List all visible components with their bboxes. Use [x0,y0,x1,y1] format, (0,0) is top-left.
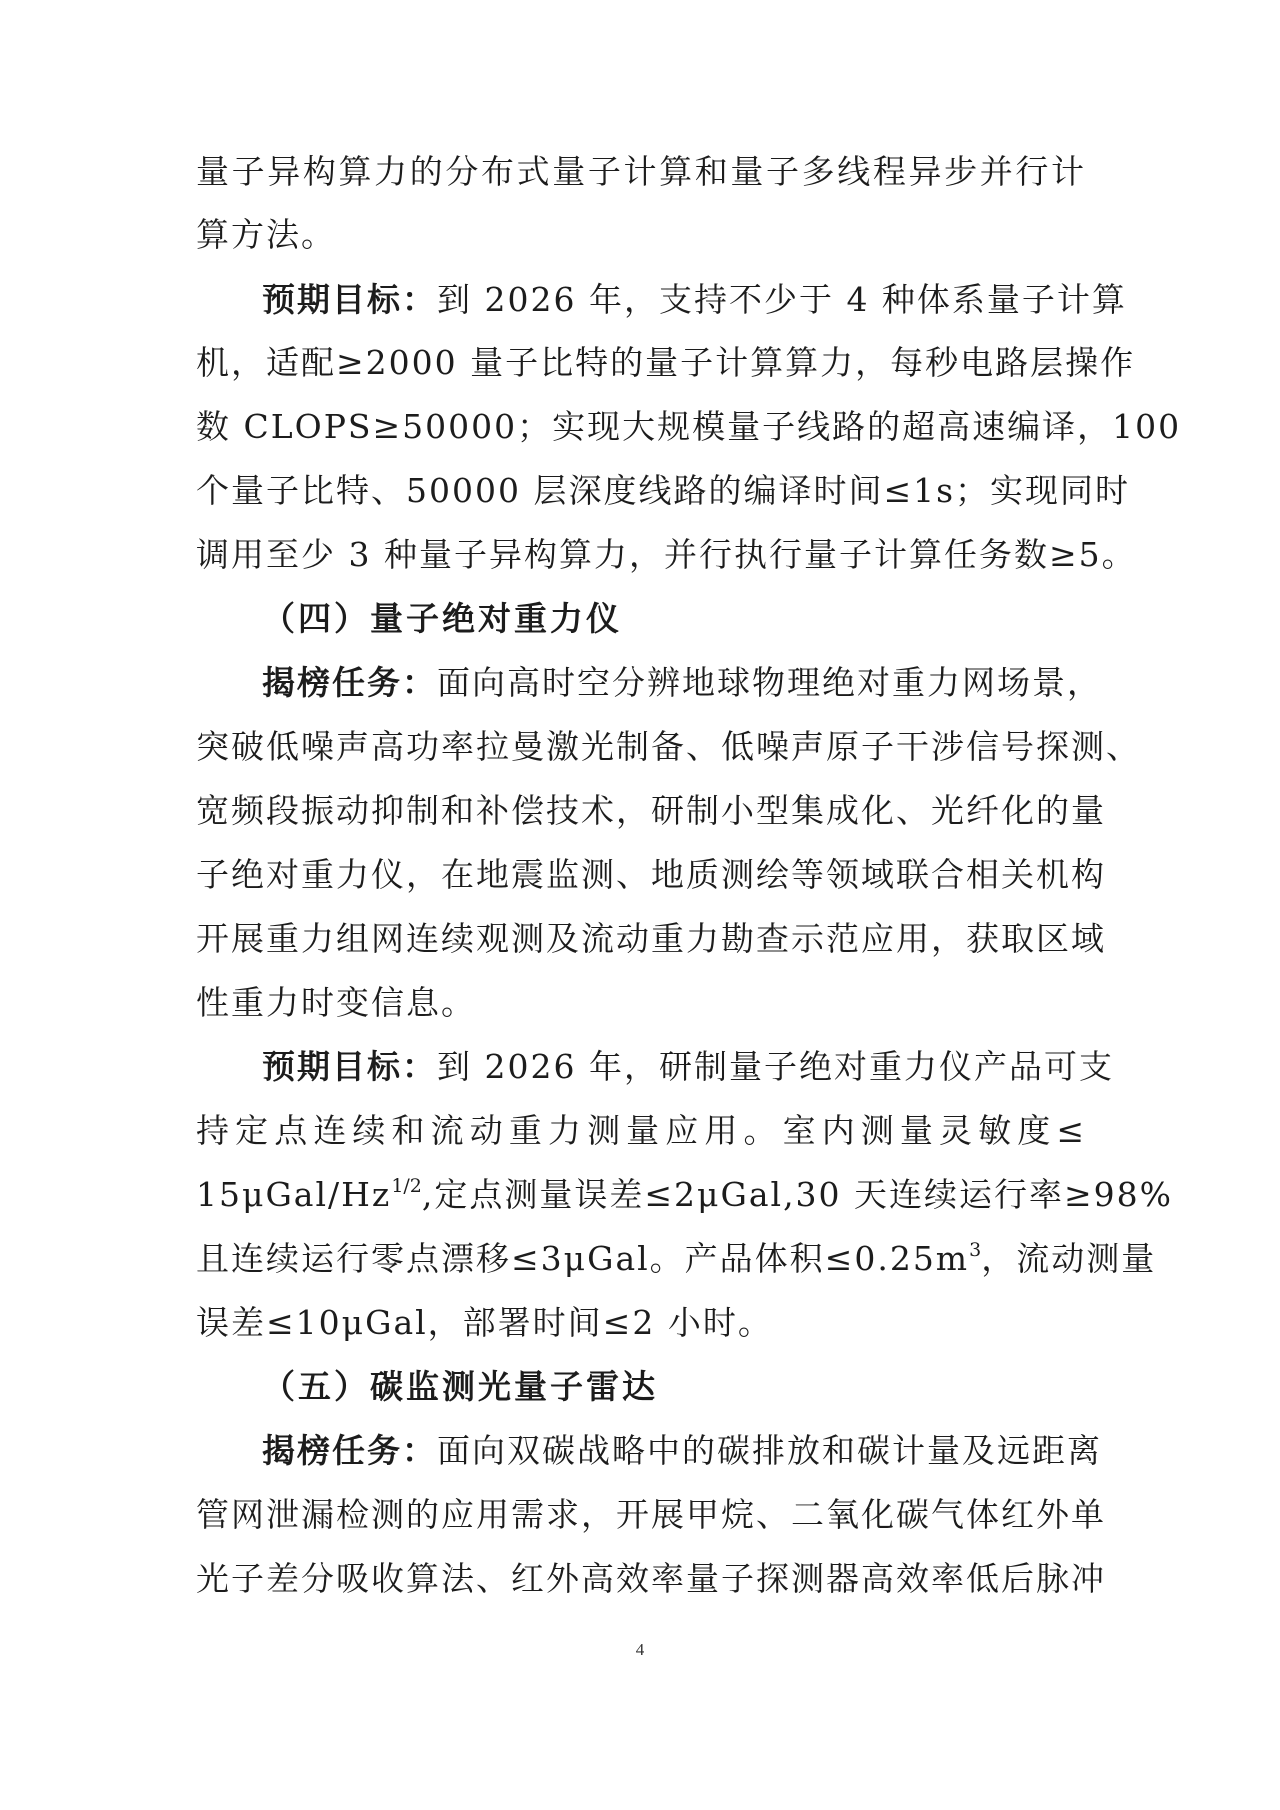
paragraph-line [262,1431,1102,1471]
paragraph-label: 揭榜任务： [262,663,437,702]
paragraph-line: 性重力时变信息。 [196,983,476,1022]
paragraph-line [262,280,1127,320]
section-heading: （五）碳监测光量子雷达 [262,1367,658,1406]
paragraph-label: 预期目标： [262,1047,437,1086]
section-heading: （四）量子绝对重力仪 [262,599,622,638]
paragraph-line: 数 CLOPS≥50000；实现大规模量子线路的超高速编译，100 [196,407,1182,446]
paragraph-text: ,定点测量误差≤2μGal,30 天连续运行率≥98% [421,1175,1174,1214]
paragraph-line: 机，适配≥2000 量子比特的量子计算算力，每秒电路层操作 [196,343,1136,382]
paragraph-line: 管网泄漏检测的应用需求，开展甲烷、二氧化碳气体红外单 [196,1495,1106,1534]
paragraph-label: 揭榜任务： [262,1431,437,1470]
paragraph-line [196,1175,1174,1215]
paragraph-text: 到 2026 年，研制量子绝对重力仪产品可支 [437,1047,1114,1086]
paragraph-text: 且连续运行零点漂移≤3μGal。产品体积≤0.25m [196,1239,970,1278]
paragraph-text: 面向高时空分辨地球物理绝对重力网场景， [437,663,1102,702]
paragraph-line: 误差≤10μGal，部署时间≤2 小时。 [196,1303,773,1342]
paragraph-text: ，流动测量 [981,1239,1157,1278]
paragraph-line: 突破低噪声高功率拉曼激光制备、低噪声原子干涉信号探测、 [196,727,1141,766]
paragraph-line [262,1047,1114,1087]
page-number: 4 [635,1640,645,1659]
superscript: 1/2 [391,1175,422,1197]
paragraph-text: 面向双碳战略中的碳排放和碳计量及远距离 [437,1431,1102,1470]
paragraph-line: 持定点连续和流动重力测量应用。室内测量灵敏度≤ [196,1111,1086,1150]
paragraph-line: 子绝对重力仪，在地震监测、地质测绘等领域联合相关机构 [196,855,1106,894]
paragraph-line: 算方法。 [196,215,336,254]
paragraph-label: 预期目标： [262,280,437,319]
paragraph-line: 个量子比特、50000 层深度线路的编译时间≤1s；实现同时 [196,471,1131,510]
paragraph-line [262,663,1102,703]
superscript: 3 [969,1239,982,1261]
paragraph-line: 光子差分吸收算法、红外高效率量子探测器高效率低后脉冲 [196,1559,1106,1598]
paragraph-text: 15μGal/Hz [196,1175,392,1214]
paragraph-line: 调用至少 3 种量子异构算力，并行执行量子计算任务数≥5。 [196,535,1137,574]
paragraph-line: 开展重力组网连续观测及流动重力勘查示范应用，获取区域 [196,919,1106,958]
paragraph-line: 宽频段振动抑制和补偿技术，研制小型集成化、光纤化的量 [196,791,1106,830]
paragraph-text: 到 2026 年，支持不少于 4 种体系量子计算 [437,280,1127,319]
paragraph-line: 量子异构算力的分布式量子计算和量子多线程异步并行计 [196,152,1086,191]
paragraph-line [196,1239,1157,1279]
